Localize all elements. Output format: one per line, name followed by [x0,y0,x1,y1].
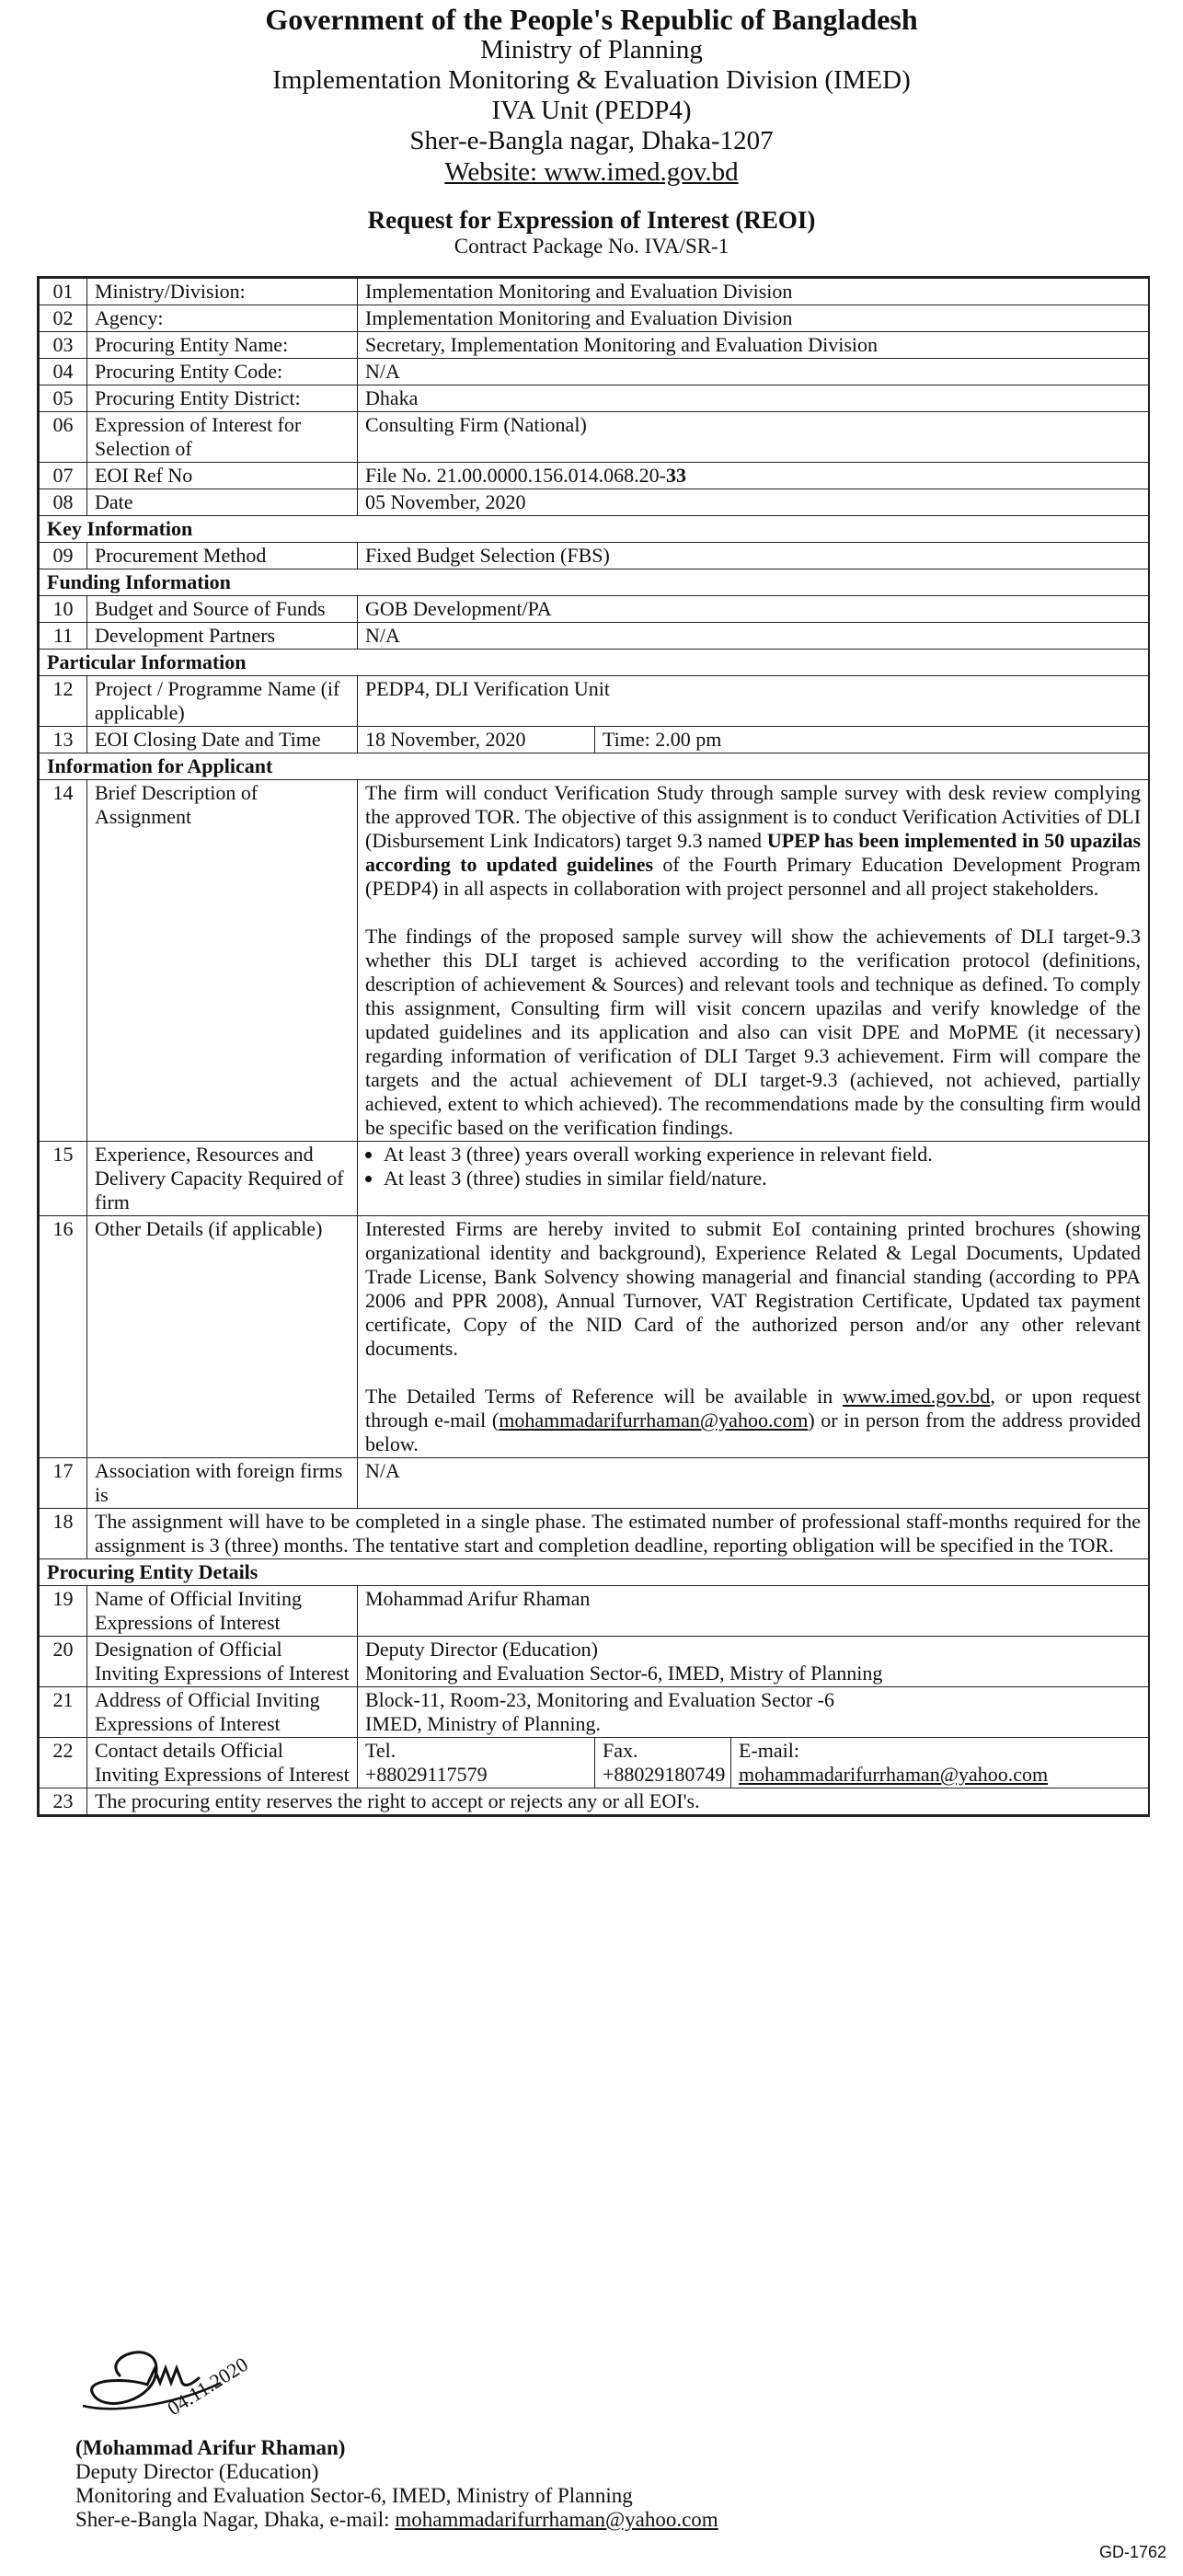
row-number: 07 [40,463,87,489]
row-label: Procuring Entity Code: [87,359,358,385]
row-label: Date [87,489,358,516]
assignment-description [358,780,1149,1142]
address-text: Sher-e-Bangla Nagar, Dhaka, e-mail: [75,2508,396,2531]
details-paragraph [365,1385,1141,1456]
unit-name: IVA Unit (PEDP4) [491,96,692,125]
signature-block [75,2436,718,2532]
row-value: Secretary, Implementation Monitoring and Evaluation Division [358,332,1149,359]
row-number: 23 [40,1788,87,1815]
row-number: 14 [40,780,87,1142]
table-row [40,1509,1149,1559]
description-paragraph [365,781,1141,901]
table-row [40,1738,1149,1788]
row-number: 16 [40,1216,87,1458]
row-label: Brief Description of Assignment [87,780,358,1142]
row-value: 05 November, 2020 [358,489,1149,516]
table-row [40,305,1149,332]
row-number: 04 [40,359,87,385]
table-row [40,543,1149,569]
row-number: 20 [40,1637,87,1687]
row-label: Experience, Resources and Delivery Capacity Required of firm [87,1142,358,1216]
section-title-applicant: Information for Applicant [40,753,1149,780]
ministry-name: Ministry of Planning [480,35,703,64]
value-line: IMED, Ministry of Planning. [365,1712,602,1735]
tel-label: Tel. [365,1739,396,1762]
eoi-ref-prefix: File No. 21.00.0000.156.014.068.20- [365,464,666,487]
government-name: Government of the People's Republic of Bangladesh [265,3,918,36]
document-code: GD-1762 [1098,2543,1166,2561]
row-number: 10 [40,596,87,623]
row-number: 06 [40,412,87,463]
email-cell [731,1738,1149,1788]
section-title-procuring: Procuring Entity Details [40,1559,1149,1586]
eoi-ref-suffix: 33 [665,464,686,487]
row-label: Association with foreign firms is [87,1458,358,1509]
table-row [40,596,1149,623]
description-paragraph: The findings of the proposed sample survey will show the achievements of DLI target-9.3 whether this DLI target is achieved according to the verification protocol (definitions, description of achievement & Sources) and relevant tools and technique as defined. To comply this assignment, Consulting firm will visit concern upazilas and verify knowledge of the updated guidelines and its application and also can visit DPE and MoPME (it necessary) regarding information of verification of DLI Target 9.3 achievement. Firm will compare the targets and the actual achievement of DLI target-9.3 (achieved, not achieved, partially achieved, extent to which achieved). The recommendations made by the consulting firm would be specific based on the verification findings. [365,925,1142,1139]
row-value: N/A [358,1458,1149,1509]
table-row [40,1637,1149,1687]
row-number: 02 [40,305,87,332]
signature-date: 04.11.2020 [163,2352,252,2421]
table-row [40,623,1149,650]
row-label: Ministry/Division: [87,279,358,305]
closing-date: 18 November, 2020 [358,727,595,753]
tel-cell [358,1738,595,1788]
row-value [358,1687,1149,1738]
row-number: 12 [40,676,87,727]
document-title: Request for Expression of Interest (REOI) [367,206,816,234]
table-row [40,1687,1149,1738]
section-title-funding: Funding Information [40,569,1149,596]
section-title-particular: Particular Information [40,650,1149,676]
row-value: Implementation Monitoring and Evaluation Division [358,279,1149,305]
row-number: 15 [40,1142,87,1216]
row-value: Mohammad Arifur Rhaman [358,1586,1149,1637]
fax-label: Fax. [603,1739,638,1762]
office-address: Sher-e-Bangla nagar, Dhaka-1207 [409,126,774,155]
row-label: Contact details Official Inviting Expressions of Interest [87,1738,358,1788]
website-link[interactable]: www.imed.gov.bd [843,1385,991,1408]
row-label: Agency: [87,305,358,332]
row-value: N/A [358,359,1149,385]
signatory-address [75,2508,718,2532]
division-name: Implementation Monitoring & Evaluation Division (IMED) [272,65,911,95]
row-value: GOB Development/PA [358,596,1149,623]
row-label: Name of Official Inviting Expressions of Interest [87,1586,358,1637]
row-number: 22 [40,1738,87,1788]
row-number: 13 [40,727,87,753]
row-number: 21 [40,1687,87,1738]
text-run: The firm will conduct Verification Study through sample survey with desk review complying the approved TOR. The objective of this assignment is to conduct Verification Activities of DLI (Disbursement Link Indicators) target 9.3 named [365,781,1142,852]
section-header [40,650,1149,676]
table-row [40,1458,1149,1509]
table-row [40,385,1149,412]
row-number: 05 [40,385,87,412]
table-row [40,727,1149,753]
tel-value: +88029117579 [365,1763,488,1786]
row-value: Consulting Firm (National) [358,412,1149,463]
row-value [358,1637,1149,1687]
email-link[interactable]: mohammadarifurrhaman@yahoo.com [499,1409,809,1432]
value-line: Block-11, Room-23, Monitoring and Evaluation Sector -6 [365,1688,834,1711]
row-number: 01 [40,279,87,305]
reoi-table [37,276,1150,1817]
row-label: Budget and Source of Funds [87,596,358,623]
row-text: The procuring entity reserves the right to accept or rejects any or all EOI's. [87,1788,1149,1815]
closing-time: Time: 2.00 pm [595,727,1149,753]
text-run: ) or in person from the address provided below. [365,1409,1142,1455]
signature-image [64,2328,276,2429]
list-item: • At least 3 (three) studies in similar field/nature. [384,1167,1141,1190]
table-row [40,359,1149,385]
row-value: Dhaka [358,385,1149,412]
row-label: Procuring Entity District: [87,385,358,412]
row-number: 17 [40,1458,87,1509]
bold-text-run: UPEP has been implemented in 50 upazilas according to updated guidelines [365,829,1142,876]
row-label: Expression of Interest for Selection of [87,412,358,463]
section-header [40,753,1149,780]
signatory-name: (Mohammad Arifur Rhaman) [75,2436,346,2459]
row-number: 09 [40,543,87,569]
table-row [40,676,1149,727]
email-label: E-mail: [739,1739,799,1762]
contract-package: Contract Package No. IVA/SR-1 [454,235,729,258]
row-label: Development Partners [87,623,358,650]
value-line: Deputy Director (Education) [365,1638,598,1661]
row-label: Procurement Method [87,543,358,569]
row-number: 03 [40,332,87,359]
row-label: Other Details (if applicable) [87,1216,358,1458]
table-row [40,1586,1149,1637]
table-row [40,332,1149,359]
section-header [40,569,1149,596]
row-text: The assignment will have to be completed in a single phase. The estimated number of professional staff-months required for the assignment is 3 (three) months. The tentative start and completion deadline, reporting obligation will be specified in the TOR. [87,1509,1149,1559]
row-value: PEDP4, DLI Verification Unit [358,676,1149,727]
row-label: Procuring Entity Name: [87,332,358,359]
email-link[interactable]: mohammadarifurrhaman@yahoo.com [395,2508,718,2531]
fax-value: +88029180749 [603,1763,726,1786]
email-link[interactable]: mohammadarifurrhaman@yahoo.com [739,1763,1049,1786]
row-number: 11 [40,623,87,650]
text-run: The Detailed Terms of Reference will be available in [365,1385,844,1408]
table-row [40,279,1149,305]
row-label: Project / Programme Name (if applicable) [87,676,358,727]
signatory-office: Monitoring and Evaluation Sector-6, IMED, Ministry of Planning [75,2484,633,2507]
table-row [40,1788,1149,1815]
table-row [40,1216,1149,1458]
row-label: EOI Ref No [87,463,358,489]
section-title-key: Key Information [40,516,1149,543]
row-value: Fixed Budget Selection (FBS) [358,543,1149,569]
row-number: 08 [40,489,87,516]
row-label: Address of Official Inviting Expressions of Interest [87,1687,358,1738]
table-row [40,489,1149,516]
table-row [40,780,1149,1142]
table-row [40,412,1149,463]
table-row [40,463,1149,489]
table-row [40,1142,1149,1216]
requirements [358,1142,1149,1216]
text-run: of the Fourth Primary Education Development Program (PEDP4) in all aspects in collaboration with project personnel and all project stakeholders. [365,853,1142,900]
letterhead [0,0,1183,188]
row-label: Designation of Official Inviting Expressions of Interest [87,1637,358,1687]
row-number: 18 [40,1509,87,1559]
fax-cell [595,1738,731,1788]
row-value: N/A [358,623,1149,650]
list-item: • At least 3 (three) years overall working experience in relevant field. [384,1143,1141,1167]
row-value: Implementation Monitoring and Evaluation Division [358,305,1149,332]
signatory-designation: Deputy Director (Education) [75,2460,319,2483]
eoi-ref-value [358,463,1149,489]
other-details [358,1216,1149,1458]
section-header [40,1559,1149,1586]
section-header [40,516,1149,543]
row-number: 19 [40,1586,87,1637]
row-label: EOI Closing Date and Time [87,727,358,753]
value-line: Monitoring and Evaluation Sector-6, IMED, Mistry of Planning [365,1662,883,1685]
details-paragraph: Interested Firms are hereby invited to submit EoI containing printed brochures (showing organizational identity and background), Experience Related & Legal Documents, Updated Trade License, Bank Solvency showing managerial and financial standing (according to PPA 2006 and PPR 2008), Annual Turnover, VAT Registration Certificate, Updated tax payment certificate, Copy of the NID Card of the authorized person and/or any other relevant documents. [365,1217,1142,1360]
text-run: , or upon request through e-mail ( [365,1385,1142,1432]
website-link[interactable]: Website: www.imed.gov.bd [444,157,739,187]
